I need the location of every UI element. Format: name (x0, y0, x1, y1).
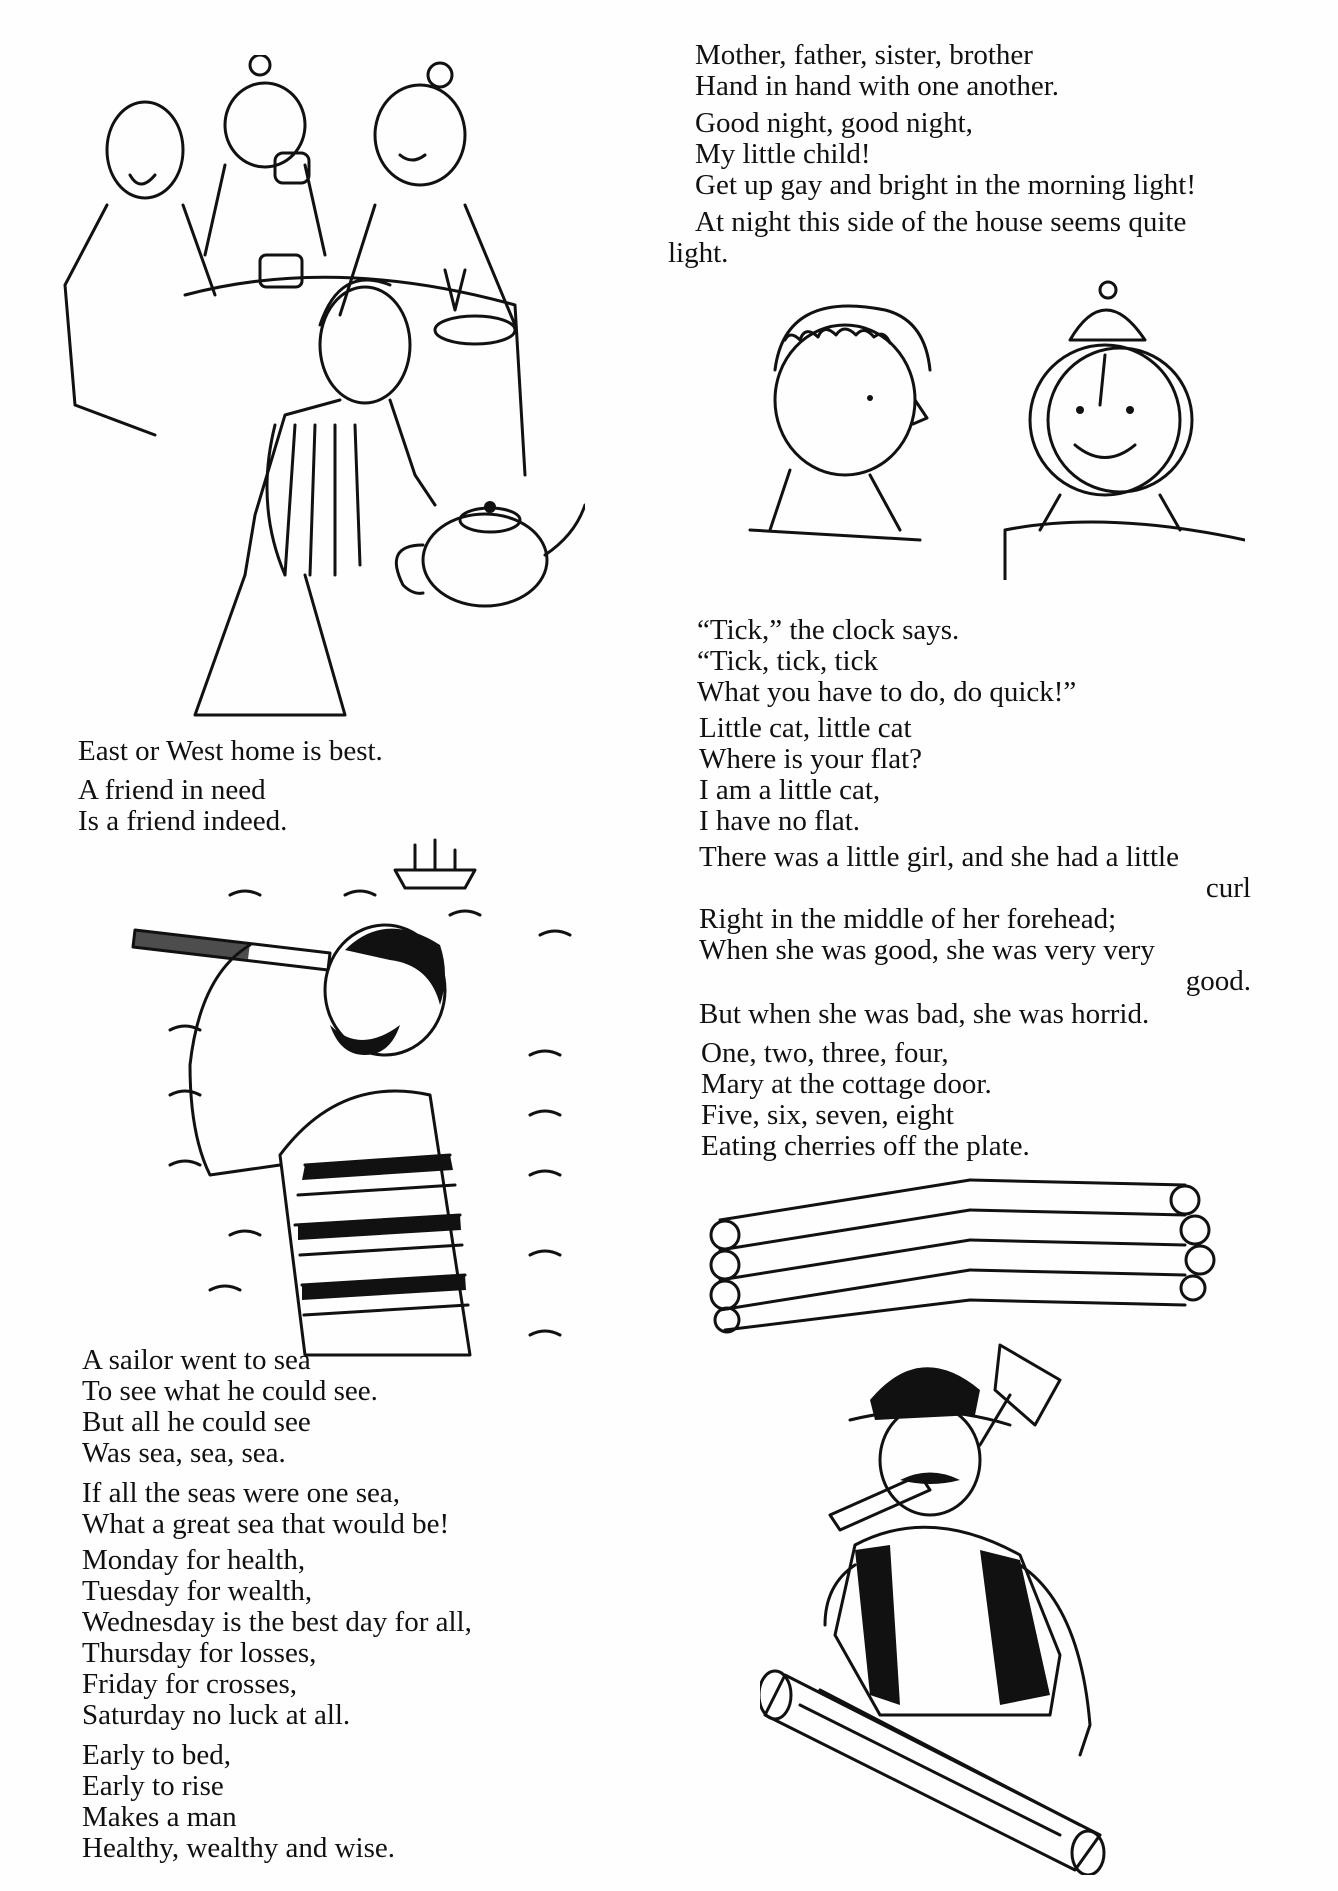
text-line: I have no flat. (699, 805, 861, 837)
text-line: But all he could see (82, 1406, 311, 1438)
boy-and-clock-illustration (730, 280, 1245, 580)
text-line: Little cat, little cat (699, 712, 912, 744)
text-line: Early to rise (82, 1770, 224, 1802)
counting-rhyme (701, 1038, 1030, 1162)
text-line: Healthy, wealthy and wise. (82, 1832, 395, 1864)
text-line: light. (668, 237, 729, 269)
text-line: Is a friend indeed. (78, 805, 288, 837)
woodpile-illustration (705, 1160, 1225, 1335)
text-line: Mother, father, sister, brother (695, 39, 1033, 71)
text-line: What a great sea that would be! (82, 1508, 450, 1540)
text-line: A friend in need (78, 774, 266, 806)
text-line: Was sea, sea, sea. (82, 1437, 286, 1469)
days-rhyme (82, 1545, 472, 1731)
text-line: Early to bed, (82, 1739, 231, 1771)
text-line: Thursday for losses, (82, 1637, 317, 1669)
good-night-rhyme (695, 108, 1196, 201)
proverb-friend-in-need (78, 775, 287, 837)
clock-rhyme (697, 615, 1076, 708)
text-line: Friday for crosses, (82, 1668, 298, 1700)
early-rhyme (82, 1740, 395, 1864)
tea-party-illustration (45, 55, 585, 725)
text-line: There was a little girl, and she had a little (699, 841, 1179, 873)
text-line: “Tick,” the clock says. (697, 614, 960, 646)
text-line: At night this side of the house seems quite (695, 206, 1187, 238)
text-line: good. (1185, 965, 1251, 997)
text-line: Eating cherries off the plate. (701, 1130, 1030, 1162)
text-line: Where is your flat? (699, 743, 923, 775)
seas-rhyme (82, 1478, 449, 1540)
sailor-illustration (130, 835, 590, 1365)
text-line: If all the seas were one sea, (82, 1477, 401, 1509)
text-line: Saturday no luck at all. (82, 1699, 351, 1731)
text-line: Mary at the cottage door. (701, 1068, 992, 1100)
woodcutter-illustration (760, 1335, 1200, 1875)
text-line: “Tick, tick, tick (697, 645, 878, 677)
text-line: Wednesday is the best day for all, (82, 1606, 472, 1638)
text-line: Tuesday for wealth, (82, 1575, 313, 1607)
text-line: My little child! (695, 138, 871, 170)
text-line: Hand in hand with one another. (695, 70, 1060, 102)
text-line: But when she was bad, she was horrid. (699, 998, 1150, 1030)
proverb-east-west (78, 736, 383, 767)
text-line: What you have to do, do quick!” (697, 676, 1077, 708)
text-line: Right in the middle of her forehead; (699, 903, 1117, 935)
text-line: curl (1205, 872, 1251, 904)
text-line: Monday for health, (82, 1544, 306, 1576)
family-rhyme (695, 40, 1059, 102)
text-line: I am a little cat, (699, 774, 881, 806)
sailor-rhyme (82, 1345, 378, 1469)
cat-rhyme (699, 713, 922, 837)
text-line: Get up gay and bright in the morning light! (695, 169, 1196, 201)
little-girl-rhyme (699, 842, 1251, 1030)
text-line: A sailor went to sea (82, 1344, 311, 1376)
text-line: Five, six, seven, eight (701, 1099, 954, 1131)
text-line: One, two, three, four, (701, 1037, 949, 1069)
text-line: Good night, good night, (695, 107, 973, 139)
text-line: When she was good, she was very very (699, 934, 1155, 966)
night-side-of-house (668, 207, 1186, 269)
text-line: Makes a man (82, 1801, 237, 1833)
text-line: East or West home is best. (78, 735, 383, 767)
text-line: To see what he could see. (82, 1375, 378, 1407)
